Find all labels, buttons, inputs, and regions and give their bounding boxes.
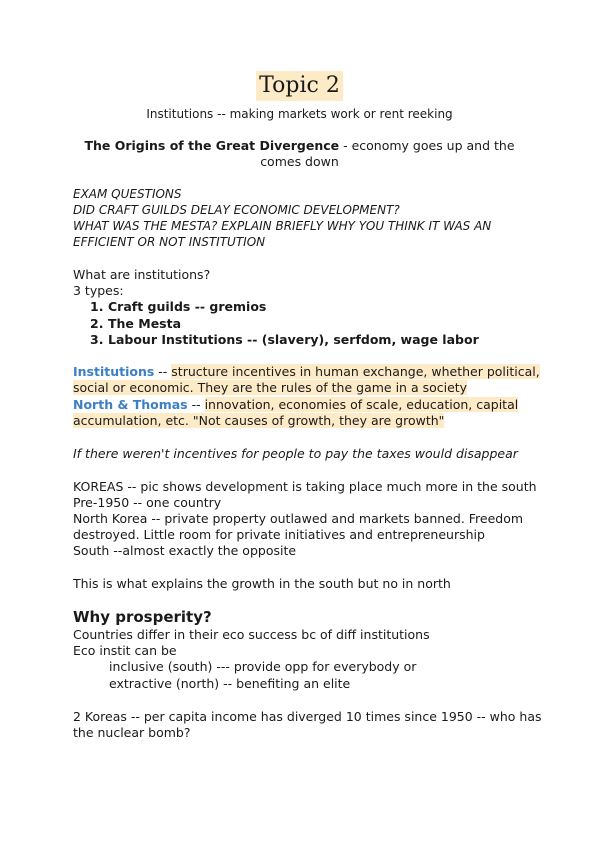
- institutions-term: Institutions: [73, 364, 155, 379]
- page-title: Topic 2: [256, 71, 343, 101]
- institutions-question: What are institutions?: [73, 267, 211, 282]
- section-heading-line2: comes down: [260, 154, 339, 169]
- north-thomas-highlight-1: innovation, economies of scale, education, capital: [204, 397, 519, 412]
- koreas-line3: North Korea -- private property outlawed and markets banned. Freedom: [73, 511, 524, 526]
- section-heading-bold: The Origins of the Great Divergence: [84, 138, 340, 153]
- types-list: [90, 299, 479, 349]
- two-koreas-line2: the nuclear bomb?: [73, 725, 191, 740]
- prosperity-line1: Countries differ in their eco success bc of diff institutions: [73, 627, 430, 642]
- koreas-line1: KOREAS -- pic shows development is taking place much more in the south: [73, 479, 537, 494]
- koreas-line4: destroyed. Little room for private initiatives and entrepreneurship: [73, 527, 485, 542]
- exam-heading: EXAM QUESTIONS: [73, 187, 182, 201]
- north-thomas-highlight-2: accumulation, etc. "Not causes of growth, they are growth": [73, 413, 445, 428]
- north-thomas-line2: [73, 413, 444, 430]
- subtitle: Institutions -- making markets work or rent reeking: [146, 107, 453, 121]
- list-item: 1. Craft guilds -- gremios: [90, 299, 267, 314]
- koreas-line5: South --almost exactly the opposite: [73, 543, 297, 558]
- title-container: [0, 71, 599, 101]
- definition-highlight-1: structure incentives in human exchange, whether political,: [171, 364, 540, 379]
- prosperity-line2: Eco instit can be: [73, 643, 177, 658]
- types-label: 3 types:: [73, 283, 124, 298]
- definition-highlight-2: social or economic. They are the rules of the game in a society: [73, 380, 468, 395]
- institutions-definition-line1: Institutions -- structure incentives in human exchange, whether political,: [73, 364, 540, 379]
- two-koreas-line1: 2 Koreas -- per capita income has diverged 10 times since 1950 -- who has: [73, 709, 542, 724]
- section-heading: [0, 138, 599, 155]
- section-heading-rest: - economy goes up and the: [339, 138, 515, 153]
- explains-line: This is what explains the growth in the south but no in north: [73, 576, 451, 591]
- prosperity-extractive: extractive (north) -- benefiting an elite: [109, 676, 351, 691]
- north-thomas-line1: North & Thomas -- innovation, economies of scale, education, capital: [73, 397, 519, 412]
- exam-question-1: DID CRAFT GUILDS DELAY ECONOMIC DEVELOPMENT?: [73, 203, 400, 217]
- koreas-line2: Pre-1950 -- one country: [73, 495, 222, 510]
- exam-question-2-line2: EFFICIENT OR NOT INSTITUTION: [73, 235, 266, 249]
- list-item: 3. Labour Institutions -- (slavery), serfdom, wage labor: [90, 332, 479, 347]
- prosperity-inclusive: inclusive (south) --- provide opp for everybody or: [109, 659, 417, 674]
- exam-question-2-line1: WHAT WAS THE MESTA? EXPLAIN BRIEFLY WHY YOU THINK IT WAS AN: [73, 219, 492, 233]
- institutions-definition-line2: [73, 380, 467, 397]
- incentives-note: If there weren't incentives for people to pay the taxes would disappear: [73, 446, 518, 461]
- why-prosperity-heading: Why prosperity?: [73, 608, 212, 626]
- north-thomas-term: North & Thomas: [73, 397, 188, 412]
- list-item: 2. The Mesta: [90, 315, 182, 331]
